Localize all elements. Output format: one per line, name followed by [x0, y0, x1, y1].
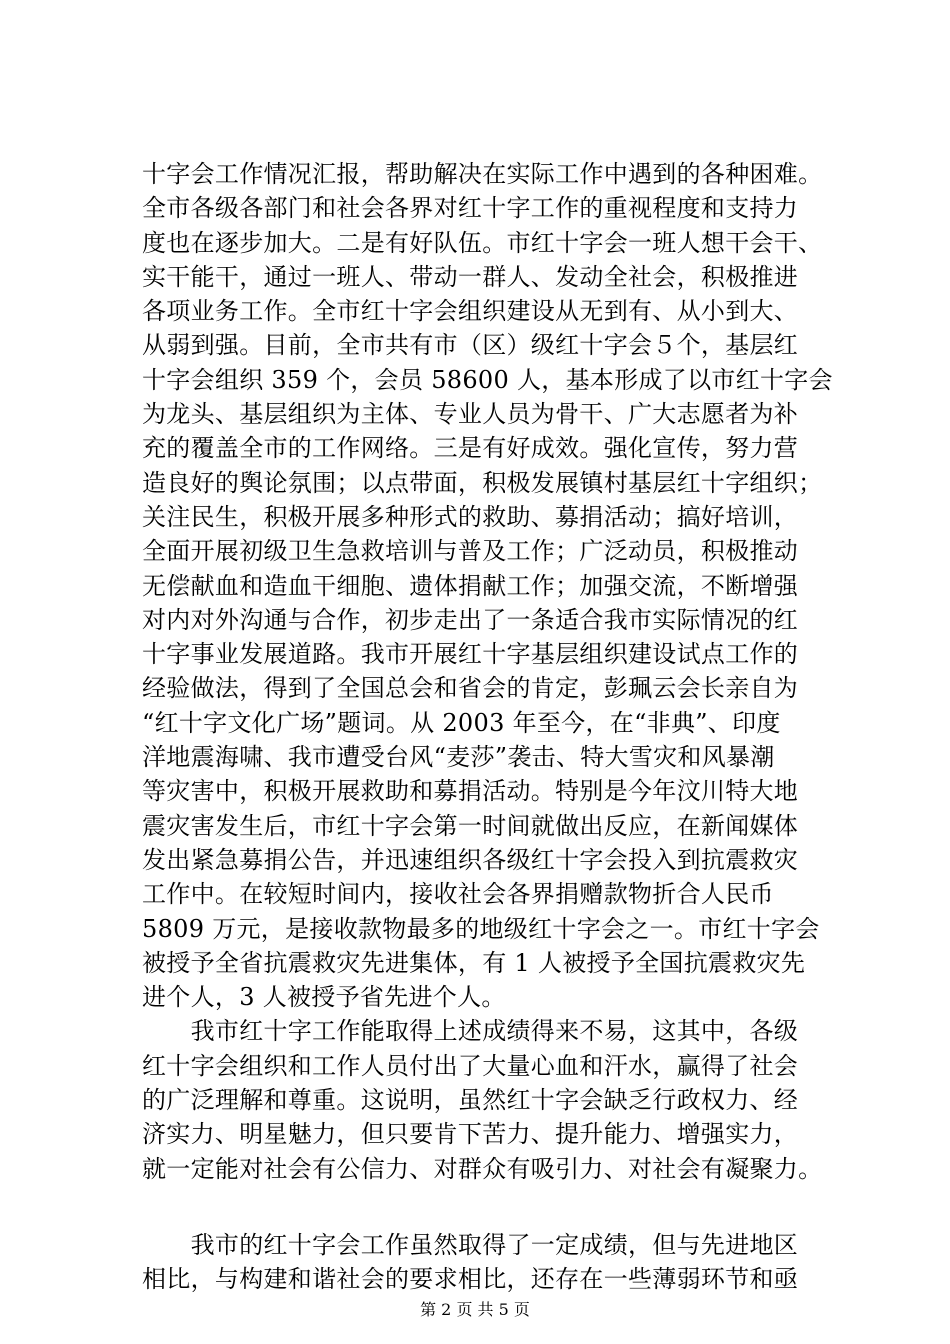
text-line: 被授予全省抗震救灾先进集体，有 1 人被授予全国抗震救灾先 — [142, 948, 806, 977]
text-line: 造良好的舆论氛围；以点带面，积极发展镇村基层红十字组织； — [142, 468, 823, 497]
text-line: 工作中。在较短时间内，接收社会各界捐赠款物折合人民币 — [142, 880, 774, 909]
text-line: 实干能干，通过一班人、带动一群人、发动全社会，积极推进 — [142, 262, 799, 291]
paragraph-gap — [142, 1186, 832, 1228]
text-line: 十字事业发展道路。我市开展红十字基层组织建设试点工作的 — [142, 640, 799, 669]
text-line: 5809 万元，是接收款物最多的地级红十字会之一。市红十字会 — [142, 914, 820, 943]
text-line: 的广泛理解和尊重。这说明，虽然红十字会缺乏行政权力、经 — [142, 1086, 799, 1115]
paragraph-3 — [142, 1228, 832, 1297]
text-line: 等灾害中，积极开展救助和募捐活动。特别是今年汶川特大地 — [142, 777, 799, 806]
text-line: 各项业务工作。全市红十字会组织建设从无到有、从小到大、 — [142, 297, 799, 326]
text-line: 十字会组织 359 个，会员 58600 人，基本形成了以市红十字会 — [142, 365, 833, 394]
text-line: 我市红十字工作能取得上述成绩得来不易，这其中，各级 — [142, 1017, 799, 1046]
text-line: 关注民生，积极开展多种形式的救助、募捐活动；搞好培训， — [142, 502, 799, 531]
text-line: 洋地震海啸、我市遭受台风“麦莎”袭击、特大雪灾和风暴潮 — [142, 743, 775, 772]
text-line: 发出紧急募捐公告，并迅速组织各级红十字会投入到抗震救灾 — [142, 845, 799, 874]
text-line: 十字会工作情况汇报，帮助解决在实际工作中遇到的各种困难。 — [142, 160, 823, 188]
text-line: 我市的红十字会工作虽然取得了一定成绩，但与先进地区 — [142, 1230, 799, 1259]
text-line: 进个人，3 人被授予省先进个人。 — [142, 983, 506, 1012]
text-line: 对内对外沟通与合作，初步走出了一条适合我市实际情况的红 — [142, 605, 799, 634]
text-line: 为龙头、基层组织为主体、专业人员为骨干、广大志愿者为补 — [142, 400, 799, 429]
text-line: 震灾害发生后，市红十字会第一时间就做出反应，在新闻媒体 — [142, 811, 799, 840]
paragraph-2 — [142, 1014, 832, 1185]
text-line: 度也在逐步加大。二是有好队伍。市红十字会一班人想干会干、 — [142, 228, 823, 257]
text-line: 相比，与构建和谐社会的要求相比，还存在一些薄弱环节和亟 — [142, 1265, 799, 1294]
document-body — [142, 157, 832, 1297]
text-line: 红十字会组织和工作人员付出了大量心血和汗水，赢得了社会 — [142, 1051, 799, 1080]
text-line: 充的覆盖全市的工作网络。三是有好成效。强化宣传，努力营 — [142, 434, 799, 463]
text-line: 从弱到强。目前，全市共有市（区）级红十字会５个，基层红 — [142, 331, 799, 360]
text-line: 济实力、明星魅力，但只要肯下苦力、提升能力、增强实力， — [142, 1120, 799, 1149]
paragraph-1 — [142, 157, 832, 1014]
text-line: 全面开展初级卫生急救培训与普及工作；广泛动员，积极推动 — [142, 537, 799, 566]
text-line: “红十字文化广场”题词。从 2003 年至今，在“非典”、印度 — [142, 708, 781, 737]
page-number-footer: 第 2 页 共 5 页 — [420, 1300, 530, 1319]
text-line: 无偿献血和造血干细胞、遗体捐献工作；加强交流，不断增强 — [142, 571, 799, 600]
text-line: 就一定能对社会有公信力、对群众有吸引力、对社会有凝聚力。 — [142, 1154, 823, 1183]
text-line: 经验做法，得到了全国总会和省会的肯定，彭珮云会长亲自为 — [142, 674, 799, 703]
text-line: 全市各级各部门和社会各界对红十字工作的重视程度和支持力 — [142, 194, 799, 223]
